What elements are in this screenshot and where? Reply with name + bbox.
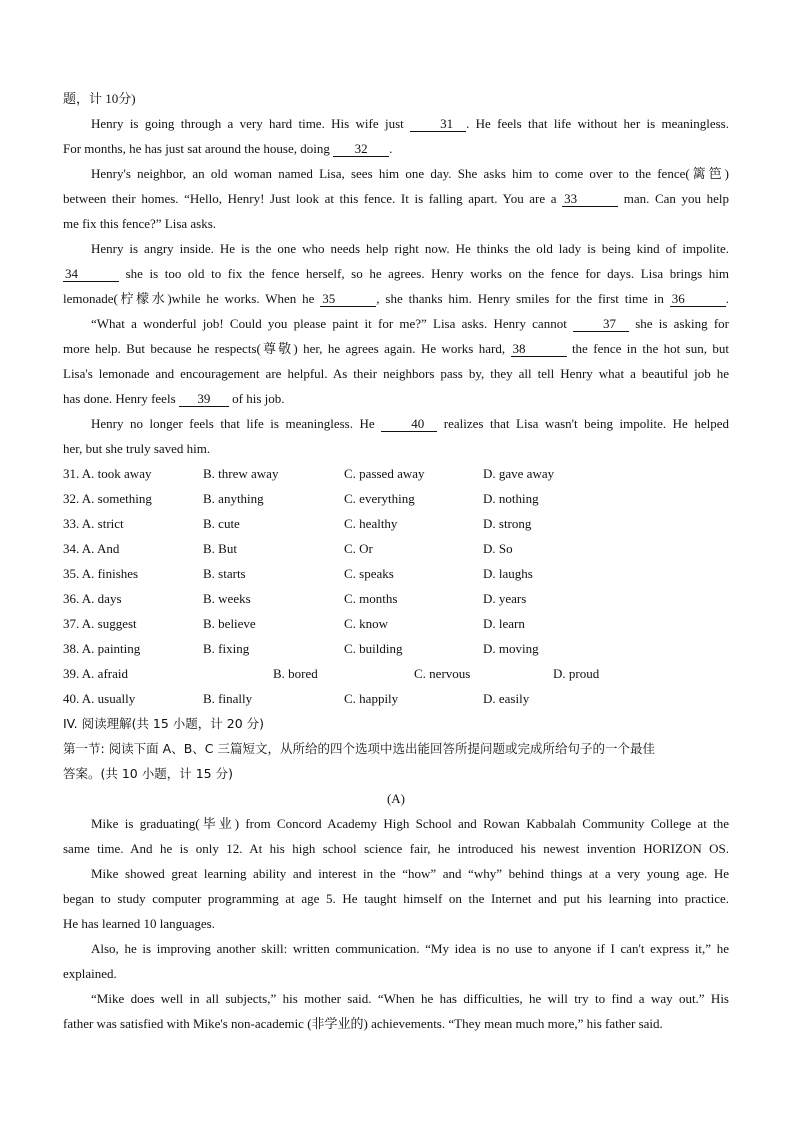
option-b: B. anything	[203, 491, 264, 506]
passage-line: “Mike does well in all subjects,” his mother said. “When he has difficulties, he will try to find a way out.” His	[91, 991, 729, 1006]
option-d: D. moving	[483, 641, 539, 656]
option-d: D. proud	[553, 666, 600, 681]
option-c: C. speaks	[344, 566, 394, 581]
option-row-39	[63, 661, 729, 686]
option-b: B. believe	[203, 616, 256, 631]
option-c: C. happily	[344, 691, 399, 706]
blank-36: 36	[670, 291, 726, 307]
cloze-line: more help. But because he respects(尊敬) her, he agrees again. He works hard, 38 the fence in the hot sun, but	[63, 341, 730, 356]
blank-39: 39	[179, 391, 229, 407]
option-d: D. strong	[483, 516, 532, 531]
passage-line: He has learned 10 languages.	[63, 916, 215, 931]
option-b: B. weeks	[203, 591, 251, 606]
option-d: D. laughs	[483, 566, 533, 581]
cloze-line: Lisa's lemonade and encouragement are helpful. As their neighbors pass by, they all tell Henry what a beautiful job he	[63, 366, 729, 381]
cloze-line: Henry no longer feels that life is meaningless. He 40 realizes that Lisa wasn't being impolite. He helped	[91, 416, 730, 431]
option-b: B. But	[203, 541, 237, 556]
option-row-33	[63, 511, 729, 536]
passage-line: Mike showed great learning ability and interest in the “how” and “why” behind things at a very young age. He	[91, 866, 729, 881]
option-b: B. finally	[203, 691, 253, 706]
blank-32: 32	[333, 141, 389, 157]
option-row-31	[63, 461, 729, 486]
option-c: C. passed away	[344, 466, 425, 481]
blank-37: 37	[573, 316, 629, 332]
passage-line: Also, he is improving another skill: written communication. “My idea is no use to anyone if I can't express it,” he	[91, 941, 729, 956]
option-b: B. starts	[203, 566, 246, 581]
option-c: C. building	[344, 641, 403, 656]
option-a: 31. A. took away	[63, 466, 152, 481]
option-a: 36. A. days	[63, 591, 122, 606]
option-d: D. learn	[483, 616, 525, 631]
section-heading: IV. 阅读理解(共 15 小题，计 20 分)	[63, 716, 265, 731]
cloze-line: 34 she is too old to fix the fence herself, so he agrees. Henry works on the fence for days. Lisa brings him	[65, 266, 729, 281]
cloze-line: her, but she truly saved him.	[63, 441, 211, 456]
option-d: D. easily	[483, 691, 530, 706]
cloze-line: has done. Henry feels 39 of his job.	[63, 391, 285, 406]
blank-33: 33	[562, 191, 618, 207]
cloze-line: me fix this fence?” Lisa asks.	[63, 216, 217, 231]
option-a: 38. A. painting	[63, 641, 141, 656]
option-a: 37. A. suggest	[63, 616, 137, 631]
option-d: D. nothing	[483, 491, 539, 506]
option-b: B. threw away	[203, 466, 279, 481]
cloze-line: “What a wonderful job! Could you please paint it for me?” Lisa asks. Henry cannot 37 she is asking for	[91, 316, 729, 331]
option-row-34	[63, 536, 729, 561]
cloze-passage	[63, 111, 729, 461]
option-c: C. healthy	[344, 516, 398, 531]
option-row-40	[63, 686, 729, 711]
option-row-35	[63, 561, 729, 586]
passage-a	[63, 811, 729, 1036]
passage-line: same time. And he is only 12. At his high school science fair, he introduced his newest invention HORIZON OS.	[63, 841, 729, 856]
blank-31: 31	[410, 116, 466, 132]
blank-34: 34	[63, 266, 119, 282]
passage-label: (A)	[386, 791, 406, 806]
option-row-38	[63, 636, 729, 661]
option-a: 34. A. And	[63, 541, 120, 556]
cloze-line: For months, he has just sat around the house, doing 32 .	[63, 141, 393, 156]
cloze-line: Henry is going through a very hard time. His wife just 31 . He feels that life without her is meaningless.	[91, 116, 729, 131]
passage-line: began to study computer programming at age 5. He taught himself on the Internet and put his learning into practice.	[63, 891, 729, 906]
blank-35: 35	[320, 291, 376, 307]
option-d: D. gave away	[483, 466, 555, 481]
option-d: D. years	[483, 591, 527, 606]
passage-line: explained.	[63, 966, 117, 981]
cloze-line: lemonade(柠檬水)while he works. When he 35 , she thanks him. Henry smiles for the first time in 36 .	[63, 291, 730, 306]
option-b: B. cute	[203, 516, 240, 531]
passage-line: father was satisfied with Mike's non-academic (非学业的) achievements. “They mean much more,” his father said.	[63, 1016, 663, 1031]
option-c: C. nervous	[414, 666, 471, 681]
option-a: 39. A. afraid	[63, 666, 128, 681]
document-page	[63, 86, 729, 1036]
option-a: 35. A. finishes	[63, 566, 139, 581]
option-a: 33. A. strict	[63, 516, 124, 531]
option-a: 40. A. usually	[63, 691, 136, 706]
section-instructions: 第一节: 阅读下面 A、B、C 三篇短文，从所给的四个选项中选出能回答所提问题或完成所给句子的一个最佳	[63, 741, 655, 756]
option-c: C. Or	[344, 541, 373, 556]
option-d: D. So	[483, 541, 513, 556]
option-a: 32. A. something	[63, 491, 152, 506]
answer-options	[63, 461, 729, 711]
cloze-line: between their homes. “Hello, Henry! Just look at this fence. It is falling apart. You are a 33 man. Can you help	[63, 191, 729, 206]
passage-line: Mike is graduating(毕业) from Concord Academy High School and Rowan Kabbalah Community College at the	[91, 816, 729, 831]
option-c: C. everything	[344, 491, 415, 506]
section-instructions: 答案。(共 10 小题，计 15 分)	[63, 766, 233, 781]
cloze-line: Henry's neighbor, an old woman named Lisa, sees him one day. She asks him to come over to the fence(篱笆)	[91, 166, 729, 181]
cloze-line: Henry is angry inside. He is the one who needs help right now. He thinks the old lady is being kind of impolite.	[91, 241, 729, 256]
option-c: C. know	[344, 616, 389, 631]
blank-40: 40	[381, 416, 437, 432]
section-heading-fragment: 题，计 10分)	[63, 91, 136, 106]
option-row-36	[63, 586, 729, 611]
option-row-32	[63, 486, 729, 511]
option-b: B. bored	[273, 666, 318, 681]
option-b: B. fixing	[203, 641, 250, 656]
blank-38: 38	[511, 341, 567, 357]
option-row-37	[63, 611, 729, 636]
option-c: C. months	[344, 591, 398, 606]
